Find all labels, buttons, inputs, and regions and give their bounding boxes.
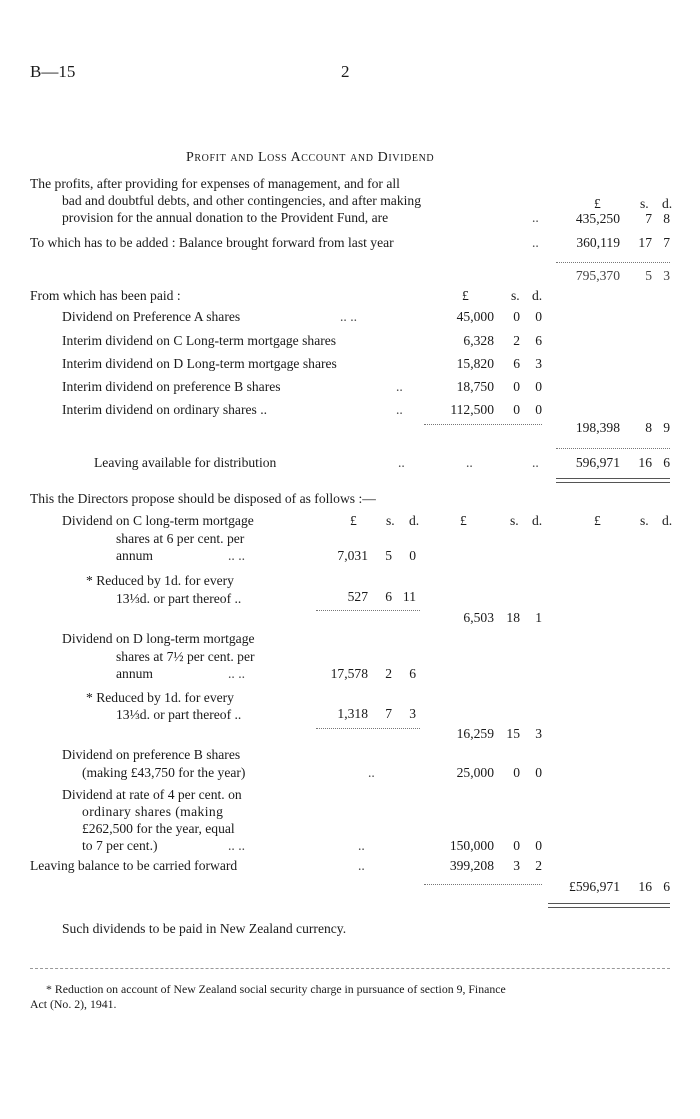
payment-pounds: 6,328	[463, 333, 494, 348]
b-shares-line-1: Dividend on preference B shares	[62, 747, 241, 762]
c-reduction-shillings: 6	[385, 589, 392, 604]
available-pence: 6	[663, 455, 670, 470]
d-reduction-shillings: 7	[385, 706, 392, 721]
d-reduction-pounds: 1,318	[337, 706, 368, 721]
balance-bf-label: To which has to be added : Balance brought forward from last year	[30, 235, 394, 250]
available-pounds: 596,971	[575, 455, 620, 470]
carried-forward-pounds: 399,208	[449, 858, 494, 873]
ordinary-shillings: 0	[513, 838, 520, 853]
payments-total-pence: 9	[663, 420, 670, 435]
paid-header-label: From which has been paid :	[30, 288, 181, 303]
total-rule	[556, 262, 670, 263]
d-rule	[316, 728, 420, 729]
c-net-shillings: 18	[506, 610, 520, 625]
c-gross-shillings: 5	[385, 548, 392, 563]
payment-pounds: 45,000	[456, 309, 494, 324]
paid-col-shillings: s.	[511, 288, 520, 303]
b-shares-line-2: (making £43,750 for the year)	[82, 765, 246, 780]
proposal-header: This the Directors propose should be disposed of as follows :—	[30, 491, 376, 506]
d-shares-line-2: shares at 7½ per cent. per	[116, 649, 255, 664]
d-gross-pence: 6	[409, 666, 416, 681]
d-gross-shillings: 2	[385, 666, 392, 681]
d-reduction-line-2: 13⅓d. or part thereof ..	[116, 707, 242, 722]
payment-shillings: 0	[513, 379, 520, 394]
available-dots: ..	[466, 455, 473, 470]
paid-col-pence: d.	[532, 288, 543, 303]
grand-total-pounds: £596,971	[569, 879, 620, 894]
payment-label: Interim dividend on D Long-term mortgage shares	[62, 356, 337, 371]
prop-col-pound-3: £	[594, 513, 601, 528]
available-rule	[556, 448, 670, 449]
payment-pounds: 18,750	[456, 379, 494, 394]
available-dots: ..	[398, 455, 405, 470]
paid-col-pound: £	[462, 288, 469, 303]
payment-dots: ..	[396, 379, 403, 394]
c-gross-pence: 0	[409, 548, 416, 563]
d-net-pence: 3	[535, 726, 542, 741]
payment-label: Interim dividend on C Long-term mortgage shares	[62, 333, 337, 348]
payment-pence: 0	[535, 402, 542, 417]
ordinary-pence: 0	[535, 838, 542, 853]
payment-shillings: 6	[513, 356, 520, 371]
c-shares-line-3: annum	[116, 548, 153, 563]
prop-col-shillings-2: s.	[510, 513, 519, 528]
payment-label: Dividend on Preference A shares	[62, 309, 241, 324]
d-shares-line-3: annum	[116, 666, 153, 681]
footnote-line-2: Act (No. 2), 1941.	[30, 997, 117, 1011]
payment-pence: 0	[535, 379, 542, 394]
c-shares-line-2: shares at 6 per cent. per	[116, 531, 245, 546]
col-head-shillings: s.	[640, 196, 649, 211]
d-shares-line-1: Dividend on D long-term mortgage	[62, 631, 255, 646]
total-pence: 3	[663, 268, 670, 283]
carried-forward-label: Leaving balance to be carried forward	[30, 858, 238, 873]
d-gross-pounds: 17,578	[330, 666, 368, 681]
grand-total-shillings: 16	[638, 879, 652, 894]
payment-shillings: 2	[513, 333, 520, 348]
prop-col-pence-3: d.	[662, 513, 673, 528]
ordinary-line-1: Dividend at rate of 4 per cent. on	[62, 787, 242, 802]
payments-rule	[424, 424, 542, 425]
payment-label: Interim dividend on ordinary shares ..	[62, 402, 267, 417]
footnote-line-1: * Reduction on account of New Zealand social security charge in pursuance of section 9, Finance	[46, 982, 506, 996]
c-shares-line-1: Dividend on C long-term mortgage	[62, 513, 254, 528]
b-shares-pounds: 25,000	[456, 765, 494, 780]
intro-line-2: bad and doubtful debts, and other contingencies, and after making	[62, 193, 421, 208]
intro-dots: ..	[532, 210, 539, 225]
page-number: 2	[341, 62, 350, 81]
c-shares-dots: .. ..	[228, 548, 245, 563]
payment-shillings: 0	[513, 309, 520, 324]
b-shares-dots: ..	[368, 765, 375, 780]
balance-bf-dots: ..	[532, 235, 539, 250]
ordinary-line-2: ordinary shares (making	[82, 804, 224, 819]
payment-pence: 3	[535, 356, 542, 371]
b-shares-pence: 0	[535, 765, 542, 780]
payment-pence: 6	[535, 333, 542, 348]
col-head-pence: d.	[662, 196, 673, 211]
page-reference: B—15	[30, 62, 76, 81]
ordinary-line-4: to 7 per cent.)	[82, 838, 158, 853]
d-shares-dots: .. ..	[228, 666, 245, 681]
carried-forward-shillings: 3	[513, 858, 520, 873]
total-pounds: 795,370	[575, 268, 620, 283]
c-gross-pounds: 7,031	[337, 548, 368, 563]
payment-pounds: 112,500	[450, 402, 494, 417]
intro-line-3: provision for the annual donation to the Provident Fund, are	[62, 210, 389, 225]
balance-bf-pence: 7	[663, 235, 670, 250]
balance-bf-pounds: 360,119	[576, 235, 620, 250]
ordinary-dots: .. ..	[228, 838, 245, 853]
c-net-pounds: 6,503	[463, 610, 494, 625]
ordinary-dots: ..	[358, 838, 365, 853]
col-head-pound: £	[594, 196, 601, 211]
prop-col-shillings-1: s.	[386, 513, 395, 528]
carried-forward-dots: ..	[358, 858, 365, 873]
ordinary-pounds: 150,000	[449, 838, 494, 853]
available-dots: ..	[532, 455, 539, 470]
grand-total-pence: 6	[663, 879, 670, 894]
profits-pounds: 435,250	[575, 211, 620, 226]
payments-total-pounds: 198,398	[575, 420, 620, 435]
d-net-pounds: 16,259	[456, 726, 494, 741]
profits-pence: 8	[663, 211, 670, 226]
balance-bf-shillings: 17	[638, 235, 652, 250]
available-shillings: 16	[638, 455, 652, 470]
total-shillings: 5	[645, 268, 652, 283]
c-rule	[316, 610, 420, 611]
prop-col-shillings-3: s.	[640, 513, 649, 528]
prop-col-pound-2: £	[460, 513, 467, 528]
payments-total-shillings: 8	[645, 420, 652, 435]
prop-col-pence-2: d.	[532, 513, 543, 528]
available-label: Leaving available for distribution	[94, 455, 277, 470]
c-reduction-line-2: 13⅓d. or part thereof ..	[116, 591, 242, 606]
footnote-divider	[30, 968, 670, 969]
available-double-rule	[556, 478, 670, 483]
currency-note: Such dividends to be paid in New Zealand currency.	[62, 921, 347, 936]
payment-shillings: 0	[513, 402, 520, 417]
payment-dots: .. ..	[340, 309, 357, 324]
payment-pence: 0	[535, 309, 542, 324]
c-reduction-pounds: 527	[347, 589, 368, 604]
proposal-rule	[424, 884, 542, 885]
intro-line-1: The profits, after providing for expenses of management, and for all	[30, 176, 400, 191]
c-reduction-line-1: * Reduced by 1d. for every	[86, 573, 234, 588]
prop-col-pound-1: £	[350, 513, 357, 528]
d-reduction-pence: 3	[409, 706, 416, 721]
payment-pounds: 15,820	[456, 356, 494, 371]
c-net-pence: 1	[535, 610, 542, 625]
profits-shillings: 7	[645, 211, 652, 226]
carried-forward-pence: 2	[535, 858, 542, 873]
ordinary-line-3: £262,500 for the year, equal	[82, 821, 235, 836]
b-shares-shillings: 0	[513, 765, 520, 780]
d-reduction-line-1: * Reduced by 1d. for every	[86, 690, 234, 705]
prop-col-pence-1: d.	[409, 513, 420, 528]
c-reduction-pence: 11	[402, 589, 416, 604]
d-net-shillings: 15	[506, 726, 520, 741]
payment-dots: ..	[396, 402, 403, 417]
grand-total-double-rule	[548, 903, 670, 908]
payment-label: Interim dividend on preference B shares	[62, 379, 281, 394]
section-title: Profit and Loss Account and Dividend	[186, 150, 435, 165]
